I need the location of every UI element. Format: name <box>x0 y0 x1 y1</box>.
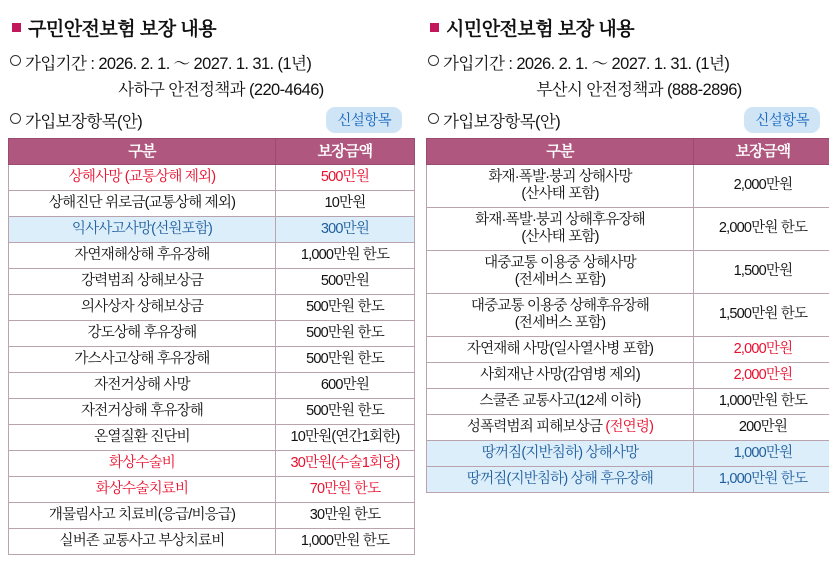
cell-amount: 30만원(수술1회당) <box>276 451 415 477</box>
cell-amount: 600만원 <box>276 373 415 399</box>
cell-amount: 1,000만원 <box>694 441 829 467</box>
left-header-amount: 보장금액 <box>276 139 415 165</box>
left-period-label: 가입기간 : <box>25 55 95 73</box>
left-items-label-wrap <box>10 108 142 132</box>
left-items-label: 가입보장항목(안) <box>25 113 143 131</box>
cell-category: 화재·폭발·붕괴 상해사망 (산사태 포함) <box>427 165 694 208</box>
left-period-line <box>10 50 404 74</box>
square-bullet-icon <box>12 23 21 32</box>
right-period-label: 가입기간 : <box>443 55 513 73</box>
table-row <box>9 165 415 191</box>
right-benefit-table <box>426 138 829 493</box>
table-row <box>9 477 415 503</box>
right-header-category: 구분 <box>427 139 694 165</box>
table-row <box>9 373 415 399</box>
left-section-title <box>12 14 404 41</box>
cell-category: 대중교통 이용중 상해후유장해 (전세버스 포함) <box>427 294 694 337</box>
cell-category: 가스사고상해 후유장해 <box>9 347 276 373</box>
left-period-value: 2026. 2. 1. ～ 2027. 1. 31. (1년) <box>98 55 312 73</box>
cell-amount: 200만원 <box>694 415 829 441</box>
circle-bullet-icon <box>428 55 439 66</box>
left-title-text: 구민안전보험 보장 내용 <box>28 19 217 40</box>
right-section <box>426 10 822 575</box>
right-period-line <box>428 50 822 74</box>
cell-category: 의사상자 상해보상금 <box>9 295 276 321</box>
left-benefit-table <box>8 138 415 555</box>
cell-category: 온열질환 진단비 <box>9 425 276 451</box>
cell-category: 강력범죄 상해보상금 <box>9 269 276 295</box>
cell-amount: 1,000만원 한도 <box>694 467 829 493</box>
table-row <box>427 363 829 389</box>
right-items-label: 가입보장항목(안) <box>443 113 561 131</box>
cell-category: 실버존 교통사고 부상치료비 <box>9 529 276 555</box>
cell-amount: 500만원 한도 <box>276 321 415 347</box>
left-items-row <box>10 107 402 133</box>
circle-bullet-icon <box>428 113 439 124</box>
table-row <box>9 425 415 451</box>
cell-amount: 10만원 <box>276 191 415 217</box>
table-row <box>9 503 415 529</box>
table-row <box>9 217 415 243</box>
cell-amount: 500만원 <box>276 269 415 295</box>
cell-amount: 2,000만원 <box>694 337 829 363</box>
cell-category: 자연재해 사망(일사열사병 포함) <box>427 337 694 363</box>
cell-category: 땅꺼짐(지반침하) 상해 후유장해 <box>427 467 694 493</box>
cell-amount: 1,500만원 <box>694 251 829 294</box>
cell-category: 자연재해상해 후유장해 <box>9 243 276 269</box>
right-items-label-wrap <box>428 108 560 132</box>
table-row <box>9 295 415 321</box>
table-row <box>9 243 415 269</box>
table-row <box>427 467 829 493</box>
table-row <box>427 389 829 415</box>
cell-category: 사회재난 사망(감염병 제외) <box>427 363 694 389</box>
cell-amount: 500만원 한도 <box>276 399 415 425</box>
table-row <box>427 208 829 251</box>
cell-category: 화상수술치료비 <box>9 477 276 503</box>
cell-category: 개물림사고 치료비(응급/비응급) <box>9 503 276 529</box>
left-header-category: 구분 <box>9 139 276 165</box>
cell-category: 자전거상해 사망 <box>9 373 276 399</box>
right-title-text: 시민안전보험 보장 내용 <box>446 19 635 40</box>
cell-amount: 2,000만원 <box>694 363 829 389</box>
table-row <box>427 415 829 441</box>
cell-amount: 70만원 한도 <box>276 477 415 503</box>
cell-amount: 2,000만원 한도 <box>694 208 829 251</box>
table-header-row <box>9 139 415 165</box>
cell-amount: 10만원(연간1회한) <box>276 425 415 451</box>
cell-amount: 1,000만원 한도 <box>276 243 415 269</box>
table-row <box>9 321 415 347</box>
table-row <box>9 269 415 295</box>
cell-amount: 500만원 한도 <box>276 295 415 321</box>
cell-category: 대중교통 이용중 상해사망 (전세버스 포함) <box>427 251 694 294</box>
cell-category: 상해진단 위로금(교통상해 제외) <box>9 191 276 217</box>
square-bullet-icon <box>430 23 439 32</box>
cell-amount: 30만원 한도 <box>276 503 415 529</box>
cell-category: 자전거상해 후유장해 <box>9 399 276 425</box>
left-dept-line: 사하구 안전정책과 (220-4646) <box>118 81 324 99</box>
left-section <box>8 10 404 575</box>
cell-category: 강도상해 후유장해 <box>9 321 276 347</box>
circle-bullet-icon <box>10 55 21 66</box>
cell-category: 땅꺼짐(지반침하) 상해사망 <box>427 441 694 467</box>
cell-amount: 2,000만원 <box>694 165 829 208</box>
table-row <box>9 529 415 555</box>
right-header-amount: 보장금액 <box>694 139 829 165</box>
cell-amount: 1,500만원 한도 <box>694 294 829 337</box>
table-row <box>427 337 829 363</box>
cell-amount: 500만원 <box>276 165 415 191</box>
table-header-row <box>427 139 829 165</box>
table-row <box>9 399 415 425</box>
cell-category: 상해사망 (교통상해 제외) <box>9 165 276 191</box>
circle-bullet-icon <box>10 113 21 124</box>
table-row <box>427 165 829 208</box>
cell-category: 익사사고사망(선원포함) <box>9 217 276 243</box>
table-row <box>9 451 415 477</box>
right-section-title <box>430 14 822 41</box>
cell-amount: 300만원 <box>276 217 415 243</box>
cell-category: 화상수술비 <box>9 451 276 477</box>
cell-amount: 1,000만원 한도 <box>694 389 829 415</box>
cell-amount: 500만원 한도 <box>276 347 415 373</box>
table-row <box>9 191 415 217</box>
right-period-value: 2026. 2. 1. ～ 2027. 1. 31. (1년) <box>516 55 730 73</box>
cell-category: 화재·폭발·붕괴 상해후유장해 (산사태 포함) <box>427 208 694 251</box>
table-row <box>9 347 415 373</box>
cell-amount: 1,000만원 한도 <box>276 529 415 555</box>
right-dept-line: 부산시 안전정책과 (888-2896) <box>536 81 742 99</box>
table-row <box>427 251 829 294</box>
left-new-badge: 신설항목 <box>326 107 402 133</box>
cell-category: 스쿨존 교통사고(12세 이하) <box>427 389 694 415</box>
right-new-badge: 신설항목 <box>744 107 820 133</box>
table-row <box>427 441 829 467</box>
right-items-row <box>428 107 820 133</box>
table-row <box>427 294 829 337</box>
cell-category: 성폭력범죄 피해보상금 (전연령) <box>427 415 694 441</box>
